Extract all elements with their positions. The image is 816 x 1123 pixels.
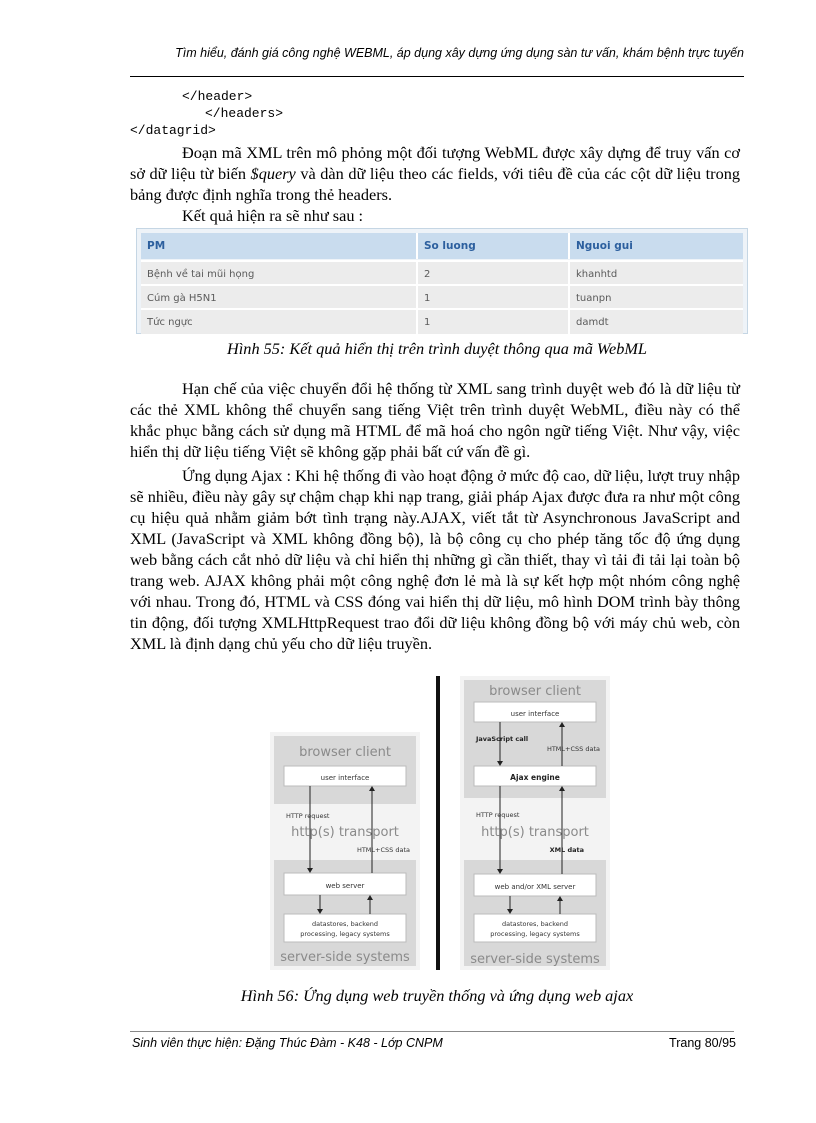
table-cell: Bệnh về tai mũi họng bbox=[141, 262, 418, 286]
column-header-so-luong: So luong bbox=[418, 233, 570, 259]
footer-divider bbox=[130, 1031, 734, 1032]
http-request-label: HTTP request bbox=[476, 811, 520, 819]
query-variable: $query bbox=[250, 164, 296, 183]
table-row bbox=[141, 260, 743, 286]
footer-page-number: Trang 80/95 bbox=[669, 1036, 736, 1050]
column-header-pm: PM bbox=[141, 233, 418, 259]
figure-56-caption: Hình 56: Ứng dụng web truyền thống và ứng dụng web ajax bbox=[240, 986, 634, 1005]
http-request-label: HTTP request bbox=[286, 812, 330, 820]
user-interface-label: user interface bbox=[320, 774, 370, 782]
web-xml-server-label: web and/or XML server bbox=[494, 883, 576, 891]
browser-client-label: browser client bbox=[489, 684, 581, 699]
server-side-label: server-side systems bbox=[280, 950, 410, 965]
table-cell: Tức ngực bbox=[141, 310, 418, 334]
table-cell: 1 bbox=[418, 286, 570, 310]
figure-55-caption: Hình 55: Kết quả hiển thị trên trình duyệt thông qua mã WebML bbox=[227, 339, 647, 358]
table-row bbox=[141, 308, 743, 334]
paragraph-xml-description: Đoạn mã XML trên mô phỏng một đối tượng WebML được xây dựng để truy vấn cơ sở dữ liệu từ biến $query và dàn dữ liệu theo các fields, với tiêu đề của các cột dữ liệu trong bảng được định nghĩa trong thẻ headers. bbox=[130, 143, 741, 204]
xml-data-label: XML data bbox=[549, 846, 584, 854]
result-label: Kết quả hiện ra sẽ như sau : bbox=[182, 206, 364, 225]
table-cell: 2 bbox=[418, 262, 570, 286]
datastores-label-1: datastores, backend bbox=[311, 920, 379, 928]
ajax-web-diagram bbox=[460, 676, 610, 970]
javascript-call-label: JavaScript call bbox=[476, 735, 529, 743]
header-divider bbox=[130, 76, 744, 77]
table-row bbox=[141, 284, 743, 310]
code-line-datagrid-close: </datagrid> bbox=[130, 123, 216, 138]
paragraph-xml-limitations: Hạn chế của việc chuyển đổi hệ thống từ XML sang trình duyệt web đó là dữ liệu từ các thẻ XML không thể chuyển sang tiếng Việt trên trình duyệt WebML, điều này có thể khắc phục bằng cách sử dụng mã HTML để mã hoá cho ngôn ngữ tiếng Việt. Như vậy, việc hiển thị dữ liệu tiếng Việt sẽ không gặp phải bất cứ vấn đề gì. bbox=[130, 379, 740, 461]
table-header-row bbox=[141, 233, 743, 259]
traditional-web-diagram bbox=[270, 732, 420, 970]
table-cell: damdt bbox=[576, 316, 609, 328]
datastores-label-2: processing, legacy systems bbox=[490, 930, 580, 938]
code-line-header-close: </header> bbox=[182, 89, 253, 104]
diagram-divider bbox=[436, 676, 440, 970]
server-side-label: server-side systems bbox=[470, 952, 600, 967]
table-cell: tuanpn bbox=[576, 292, 612, 304]
web-server-label: web server bbox=[325, 882, 365, 890]
paragraph-ajax-application: Ứng dụng Ajax : Khi hệ thống đi vào hoạt động ở mức độ cao, dữ liệu, lượt truy nhập sẽ nhiều, điều này gây sự chậm chạp khi nạp trang, giải pháp Ajax được đưa ra như một công cụ hiệu quả nhằm giảm bớt tình trạng này.AJAX, viết tắt từ Asynchronous JavaScript and XML (JavaScript và XML không đồng bộ), là bộ công cụ cho phép tăng tốc độ ứng dụng web bằng cách cắt nhỏ dữ liệu và chỉ hiển thị những gì cần thiết, thay vì tải đi tải lại toàn bộ trang web. AJAX không phải một công nghệ đơn lẻ mà là sự kết hợp một nhóm công nghệ với nhau. Trong đó, HTML và CSS đóng vai hiển thị dữ liệu, mô hình DOM trình bày thông tin động, đối tượng XMLHttpRequest trao đổi dữ liệu không đồng bộ với máy chủ web, còn XML là định dạng chủ yếu cho dữ liệu truyền. bbox=[130, 466, 740, 653]
result-table bbox=[136, 228, 748, 334]
transport-label: http(s) transport bbox=[481, 825, 589, 840]
browser-client-label: browser client bbox=[299, 745, 391, 760]
transport-label: http(s) transport bbox=[291, 825, 399, 840]
code-line-headers-close: </headers> bbox=[205, 106, 284, 121]
column-header-nguoi-gui: Nguoi gui bbox=[576, 240, 633, 252]
page-header-title: Tìm hiểu, đánh giá công nghệ WEBML, áp dụng xây dựng ứng dụng sàn tư vấn, khám bệnh trực tuyến bbox=[175, 46, 744, 60]
datastores-label-2: processing, legacy systems bbox=[300, 930, 390, 938]
table-cell: 1 bbox=[418, 310, 570, 334]
datastores-label-1: datastores, backend bbox=[501, 920, 569, 928]
table-cell: Cúm gà H5N1 bbox=[141, 286, 418, 310]
table-cell: khanhtd bbox=[576, 268, 618, 280]
user-interface-label: user interface bbox=[510, 710, 560, 718]
footer-student: Sinh viên thực hiện: Đặng Thúc Đàm - K48 - Lớp CNPM bbox=[132, 1036, 443, 1050]
html-css-data-label: HTML+CSS data bbox=[546, 745, 600, 753]
html-css-data-label: HTML+CSS data bbox=[356, 846, 410, 854]
ajax-engine-label: Ajax engine bbox=[510, 773, 560, 782]
